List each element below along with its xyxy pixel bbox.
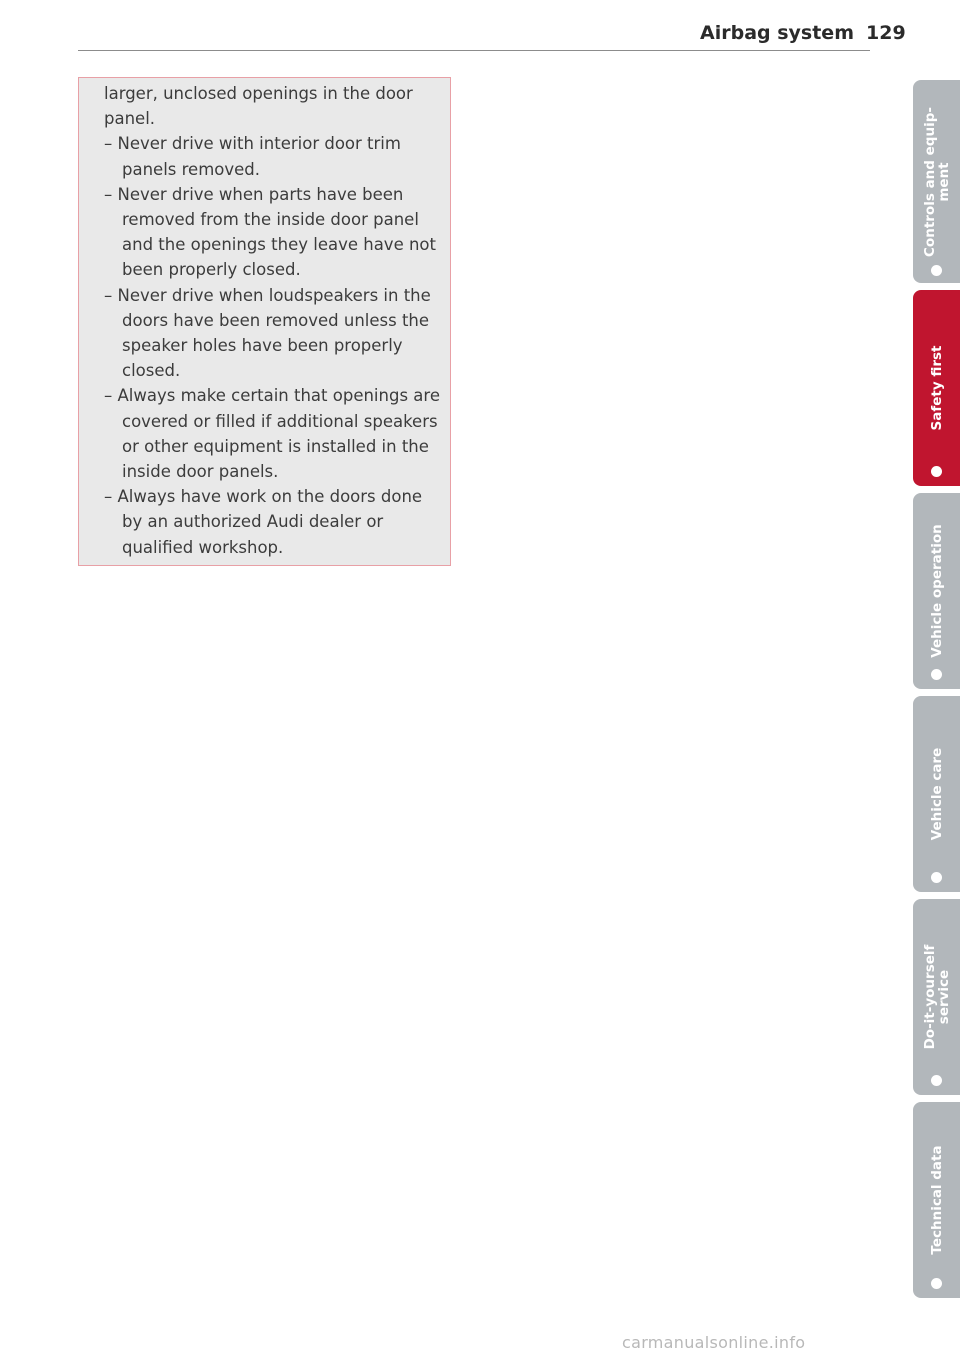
tab-vehicle-care[interactable] — [913, 696, 960, 892]
chapter-tabs — [913, 0, 960, 1361]
tab-label: Vehicle operation — [928, 524, 945, 658]
warning-item: – Never drive with interior door trim panels removed. — [104, 134, 401, 179]
warning-item: – Always make certain that openings are covered or filled if additional speakers or other equipment is installed in the inside door panels. — [104, 386, 440, 482]
tab-label: Technical data — [928, 1145, 945, 1255]
tab-bullet-icon — [931, 466, 942, 477]
warning-item: – Never drive when parts have been removed from the inside door panel and the openings they leave have not been properly closed. — [104, 184, 436, 280]
tab-do-it-yourself-service[interactable] — [913, 899, 960, 1095]
tab-label: Safety first — [928, 345, 945, 431]
warning-text — [104, 81, 444, 560]
tab-bullet-icon — [931, 1278, 942, 1289]
header-rule — [78, 50, 870, 51]
warning-item: – Never drive when loudspeakers in the doors have been removed unless the speaker holes have been properly closed. — [104, 285, 431, 381]
tab-controls-and-equipment[interactable] — [913, 80, 960, 283]
tab-bullet-icon — [931, 1075, 942, 1086]
tab-safety-first[interactable] — [913, 290, 960, 486]
page-number: 129 — [866, 22, 906, 44]
tab-label: Do-it-yourself service — [921, 944, 952, 1050]
tab-technical-data[interactable] — [913, 1102, 960, 1298]
section-title: Airbag system — [700, 22, 854, 44]
tab-vehicle-operation[interactable] — [913, 493, 960, 689]
tab-label: Controls and equip- ment — [921, 106, 952, 257]
watermark: carmanualsonline.info — [622, 1333, 806, 1352]
warning-intro: larger, unclosed openings in the door panel. — [104, 84, 413, 129]
tab-label: Vehicle care — [928, 747, 945, 841]
tab-bullet-icon — [931, 669, 942, 680]
tab-bullet-icon — [931, 265, 942, 276]
running-head — [700, 22, 906, 44]
warning-item: – Always have work on the doors done by an authorized Audi dealer or qualified workshop. — [104, 487, 423, 557]
tab-bullet-icon — [931, 872, 942, 883]
